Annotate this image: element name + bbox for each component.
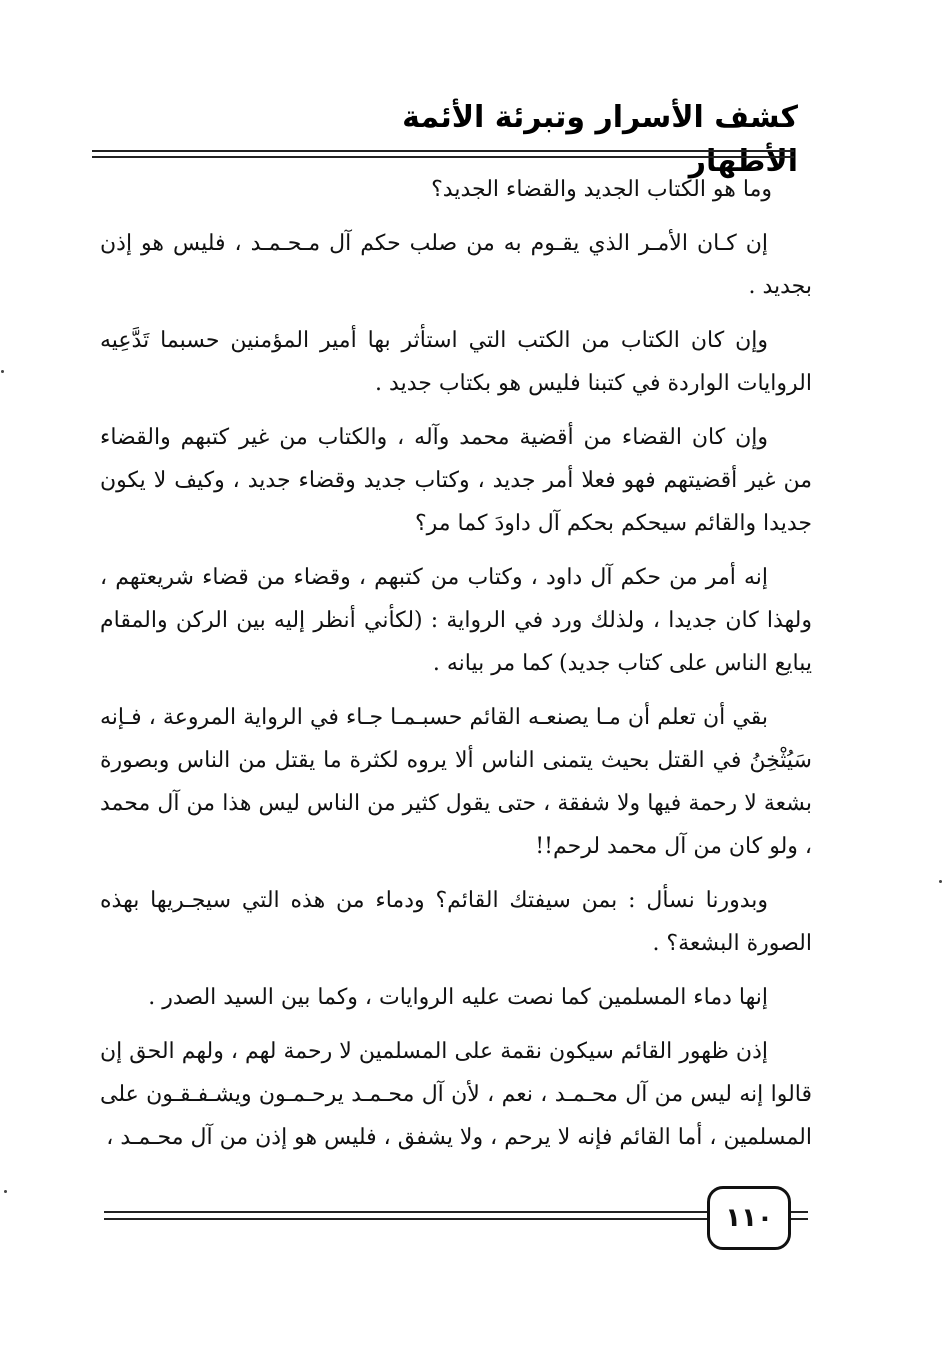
paragraph: إنه أمر من حكم آل داود ، وكتاب من كتبهم ، وقضاء من قضاء شريعتهم ، ولهذا كان جديدا ، ولذلك ورد في الرواية : (لكأني أنظر إليه بين الركن والمقام يبايع الناس على كتاب جديد) كما مر بيانه .	[100, 565, 812, 676]
paragraph: إذن ظهور القائم سيكون نقمة على المسلمين لا رحمة لهم ، ولهم الحق إن قالوا إنه ليس من آل محـمـد ، نعم ، لأن آل محـمـد يرحـمـون ويشـفـقـون على المسلمين ، أما القائم فإنه لا يرحم ، ولا يشفق ، فليس هو إذن من آل محـمـد ،	[100, 1039, 812, 1150]
paragraph: وإن كان القضاء من أقضية محمد وآله ، والكتاب من غير كتبهم والقضاء من غير أقضيتهم فهو فعلا أمر جديد ، وكتاب جديد وقضاء جديد ، وكيف لا يكون جديدا والقائم سيحكم بحكم آل داودَ كما مر؟	[100, 425, 812, 536]
scan-speck	[939, 880, 942, 883]
header-divider	[92, 150, 794, 158]
paragraph: إن كـان الأمـر الذي يقـوم به من صلب حكم آل مـحـمـد ، فليس هو إذن بجديد .	[100, 231, 812, 299]
scan-speck	[1, 370, 4, 373]
paragraph: وما هو الكتاب الجديد والقضاء الجديد؟	[431, 177, 772, 202]
paragraph: وإن كان الكتاب من الكتب التي استأثر بها أمير المؤمنين حسبما تَدَّعِيه الروايات الواردة في كتبنا فليس هو بكتاب جديد .	[100, 328, 812, 396]
running-header-title: كشف الأسرار وتبرئة الأئمة الأطهار	[402, 100, 798, 179]
footer-divider-left	[104, 1211, 708, 1220]
scan-speck	[4, 1190, 7, 1193]
body-text	[100, 168, 812, 1170]
paragraph: بقي أن تعلم أن مـا يصنعـه القائم حسبـمـا جـاء في الرواية المروعة ، فـإنه سَيُثْخِنُ في القتل بحيث يتمنى الناس ألا يروه لكثرة ما يقتل من الناس وبصورة بشعة لا رحمة فيها ولا شفقة ، حتى يقول كثير من الناس ليس هذا من آل محمد ، ولو كان من آل محمد لرحم!!	[100, 705, 812, 859]
page-number: ١١٠	[707, 1186, 791, 1250]
paragraph: إنها دماء المسلمين كما نصت عليه الروايات ، وكما بين السيد الصدر .	[148, 985, 768, 1010]
paragraph: وبدورنا نسأل : بمن سيفتك القائم؟ ودماء من هذه التي سيجـريها بهذه الصورة البشعة؟ .	[100, 888, 812, 956]
